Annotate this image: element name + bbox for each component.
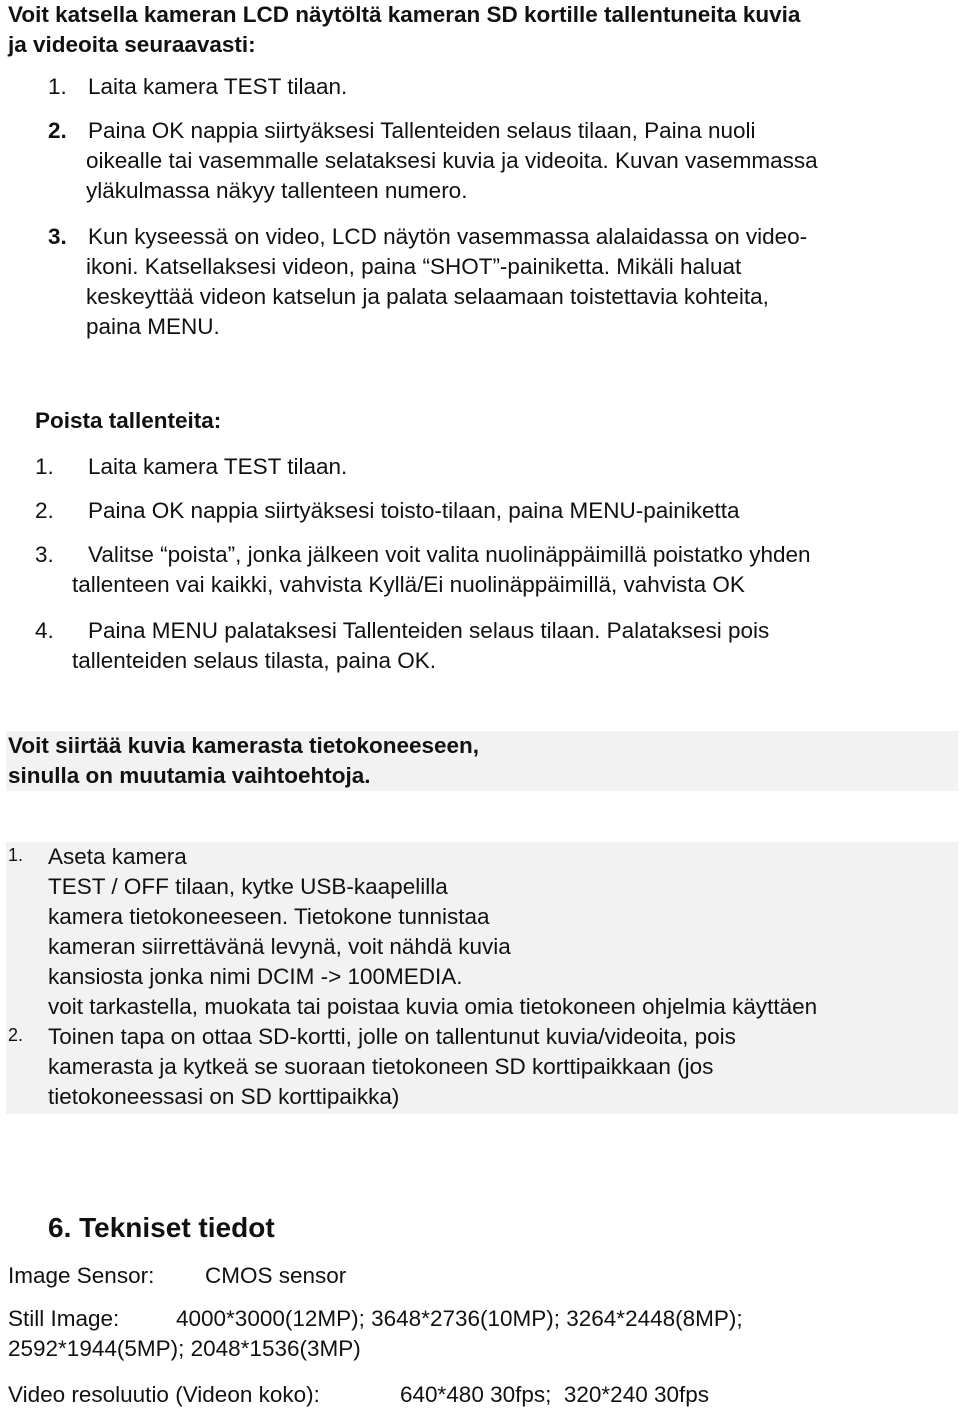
view-step-3-text (88, 222, 807, 342)
view-step-2-line-2: oikealle tai vasemmalle selataksesi kuvia ja videoita. Kuvan vasemmassa (86, 148, 818, 173)
still-image-value-line-2: 2592*1944(5MP); 2048*1536(3MP) (8, 1336, 361, 1361)
delete-title: Poista tallenteita: (35, 408, 222, 433)
transfer-title-line-2: sinulla on muutamia vaihtoehtoja. (8, 763, 371, 788)
delete-step-3-line-1: Valitse “poista”, jonka jälkeen voit valita nuolinäppäimillä poistatko yhden (88, 542, 811, 567)
transfer-title-line-1: Voit siirtää kuvia kamerasta tietokoneeseen, (8, 733, 480, 758)
view-step-2-line-1: Paina OK nappia siirtyäksesi Tallenteiden selaus tilaan, Paina nuoli (88, 118, 756, 143)
delete-step-1-line-1: Laita kamera TEST tilaan. (88, 454, 348, 479)
transfer-step-2-line-3: tietokoneessasi on SD korttipaikka) (48, 1084, 400, 1109)
transfer-step-1-number: 1. (8, 845, 24, 865)
view-step-2-text (88, 116, 818, 206)
transfer-step-2-text (48, 1022, 736, 1112)
image-sensor-label: Image Sensor: (8, 1263, 155, 1288)
delete-step-3-line-2: tallenteen vai kaikki, vahvista Kyllä/Ei nuolinäppäimillä, vahvista OK (72, 572, 745, 597)
view-step-3-number: 3. (48, 224, 67, 249)
view-step-3-line-4: paina MENU. (86, 314, 220, 339)
specs-heading: 6. Tekniset tiedot (48, 1212, 275, 1243)
transfer-step-1-line-1: Aseta kamera (48, 844, 187, 869)
transfer-step-1-text (48, 842, 817, 1022)
transfer-step-2-line-1: Toinen tapa on ottaa SD-kortti, jolle on tallentunut kuvia/videoita, pois (48, 1024, 736, 1049)
video-resolution-value: 640*480 30fps; 320*240 30fps (400, 1382, 710, 1407)
delete-step-1-number: 1. (35, 454, 54, 479)
transfer-step-1-line-2: TEST / OFF tilaan, kytke USB-kaapelilla (48, 874, 448, 899)
video-resolution-label: Video resoluutio (Videon koko): (8, 1382, 320, 1407)
transfer-step-1-line-6: voit tarkastella, muokata tai poistaa kuvia omia tietokoneen ohjelmia käyttäen (48, 994, 818, 1019)
intro-heading (8, 0, 800, 60)
view-step-2-line-3: yläkulmassa näkyy tallenteen numero. (86, 178, 468, 203)
delete-step-2-text (88, 496, 740, 526)
transfer-step-1-line-3: kamera tietokoneeseen. Tietokone tunnistaa (48, 904, 490, 929)
view-step-1-text (88, 72, 347, 102)
still-image-value-line-1: 4000*3000(12MP); 3648*2736(10MP); 3264*2448(8MP); (176, 1306, 743, 1331)
view-step-3-line-3: keskeyttää videon katselun ja palata selaamaan toistettavia kohteita, (86, 284, 769, 309)
delete-step-4-line-2: tallenteiden selaus tilasta, paina OK. (72, 648, 436, 673)
transfer-step-1-line-4: kameran siirrettävänä levynä, voit nähdä kuvia (48, 934, 511, 959)
delete-step-2-number: 2. (35, 498, 54, 523)
still-image-label: Still Image: (8, 1306, 120, 1331)
intro-line-1: Voit katsella kameran LCD näytöltä kameran SD kortille tallentuneita kuvia (8, 2, 801, 27)
image-sensor-value: CMOS sensor (205, 1263, 347, 1288)
view-step-1-line-1: Laita kamera TEST tilaan. (88, 74, 348, 99)
transfer-step-1-line-5: kansiosta jonka nimi DCIM -> 100MEDIA. (48, 964, 463, 989)
delete-step-3-number: 3. (35, 542, 54, 567)
transfer-title (8, 731, 479, 791)
delete-step-4-text (72, 616, 770, 676)
delete-step-1-text (88, 452, 347, 482)
intro-line-2: ja videoita seuraavasti: (8, 32, 256, 57)
view-step-3-line-1: Kun kyseessä on video, LCD näytön vasemmassa alalaidassa on video- (88, 224, 808, 249)
delete-step-4-number: 4. (35, 618, 54, 643)
view-step-3-line-2: ikoni. Katsellaksesi videon, paina “SHOT”-painiketta. Mikäli haluat (86, 254, 742, 279)
transfer-step-2-line-2: kamerasta ja kytkeä se suoraan tietokoneen SD korttipaikkaan (jos (48, 1054, 714, 1079)
delete-step-4-line-1: Paina MENU palataksesi Tallenteiden selaus tilaan. Palataksesi pois (88, 618, 770, 643)
delete-step-3-text (72, 540, 811, 600)
view-step-1-number: 1. (48, 74, 67, 99)
delete-step-2-line-1: Paina OK nappia siirtyäksesi toisto-tilaan, paina MENU-painiketta (88, 498, 740, 523)
transfer-step-2-number: 2. (8, 1025, 24, 1045)
view-step-2-number: 2. (48, 118, 67, 143)
